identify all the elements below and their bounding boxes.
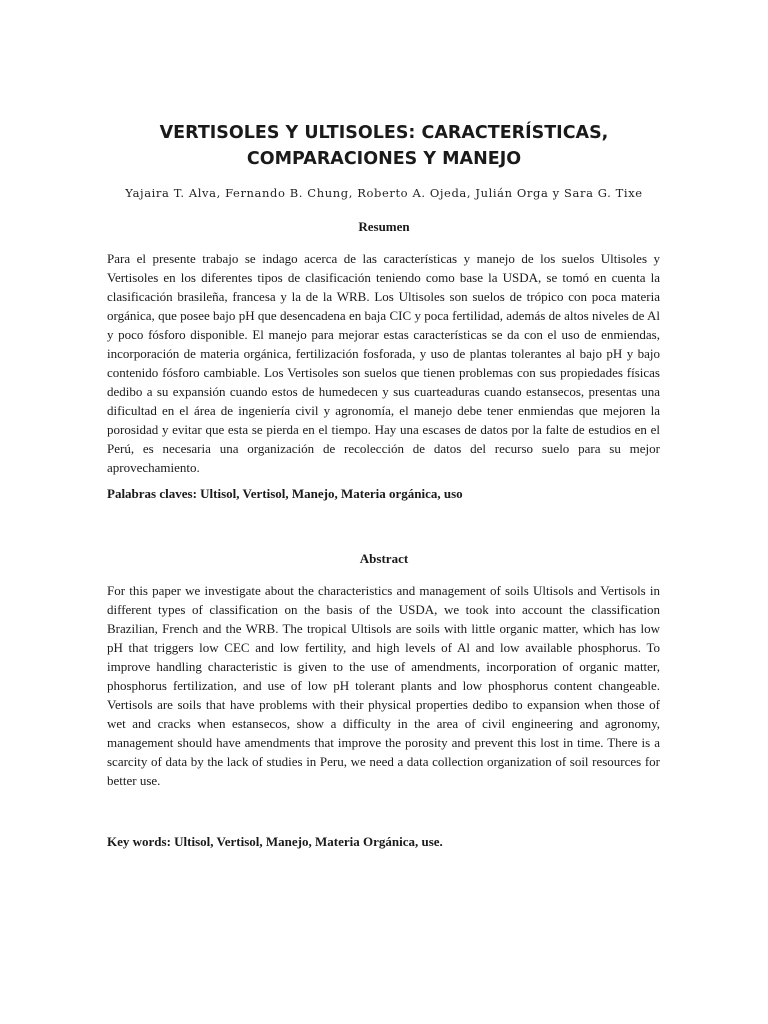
resumen-keywords: Palabras claves: Ultisol, Vertisol, Manejo, Materia orgánica, uso (107, 486, 463, 501)
paper-title (100, 120, 668, 172)
abstract-heading: Abstract (359, 551, 409, 566)
paper-title-line-1: VERTISOLES Y ULTISOLES: CARACTERÍSTICAS, (159, 123, 609, 143)
resumen-heading: Resumen (358, 219, 410, 234)
abstract-keywords: Key words: Ultisol, Vertisol, Manejo, Materia Orgánica, use. (107, 834, 443, 849)
abstract-body: For this paper we investigate about the characteristics and management of soils Ultisols and Vertisols in different types of classification on the basis of the USDA, we took into account the classification Brazilian, French and the WRB. The tropical Ultisols are soils with little organic matter, which has low pH that triggers low CEC and low fertility, and high levels of Al and low available phosphorus. To improve handling characteristic is given to the use of amendments, incorporation of organic matter, phosphorus fertilization, and use of low pH tolerant plants and low phosphorus content changeable. Vertisols are soils that have problems with their physical properties dedibo to expansion when those of wet and cracks when estansecos, show a difficulty in the area of civil engineering and agronomy, management should have amendments that improve the porosity and prevent this lost in time. There is a scarcity of data by the lack of studies in Peru, we need a data collection organization of soil resources for better use. (107, 583, 660, 788)
author-list: Yajaira T. Alva, Fernando B. Chung, Roberto A. Ojeda, Julián Orga y Sara G. Tixe (125, 186, 643, 200)
paper-title-line-2: COMPARACIONES Y MANEJO (246, 149, 522, 169)
resumen-body: Para el presente trabajo se indago acerca de las características y manejo de los suelos Ultisoles y Vertisoles en los diferentes tipos de clasificación teniendo como base la USDA, se tomó en cuenta la clasificación brasileña, francesa y la de la WRB. Los Ultisoles son suelos de trópico con poca materia orgánica, que posee bajo pH que desencadena en baja CIC y poca fertilidad, además de altos niveles de Al y poco fósforo disponible. El manejo para mejorar estas características se da con el uso de enmiendas, incorporación de materia orgánica, fertilización fosforada, y uso de plantas tolerantes al bajo pH y bajo contenido fósforo cambiable. Los Vertisoles son suelos que tienen problemas con sus propiedades físicas dedibo a su expansión cuando estos de humedecen y sus cuarteaduras cuando estansecos, presentas una dificultad en el área de ingeniería civil y agronomía, el manejo debe tener enmiendas que mejoren la porosidad y evitar que esta se pierda en el tiempo. Hay una escases de datos por la falte de estudios en el Perú, es necesaria una organización de recolección de datos del recurso suelo para su mejor aprovechamiento. (107, 251, 660, 475)
